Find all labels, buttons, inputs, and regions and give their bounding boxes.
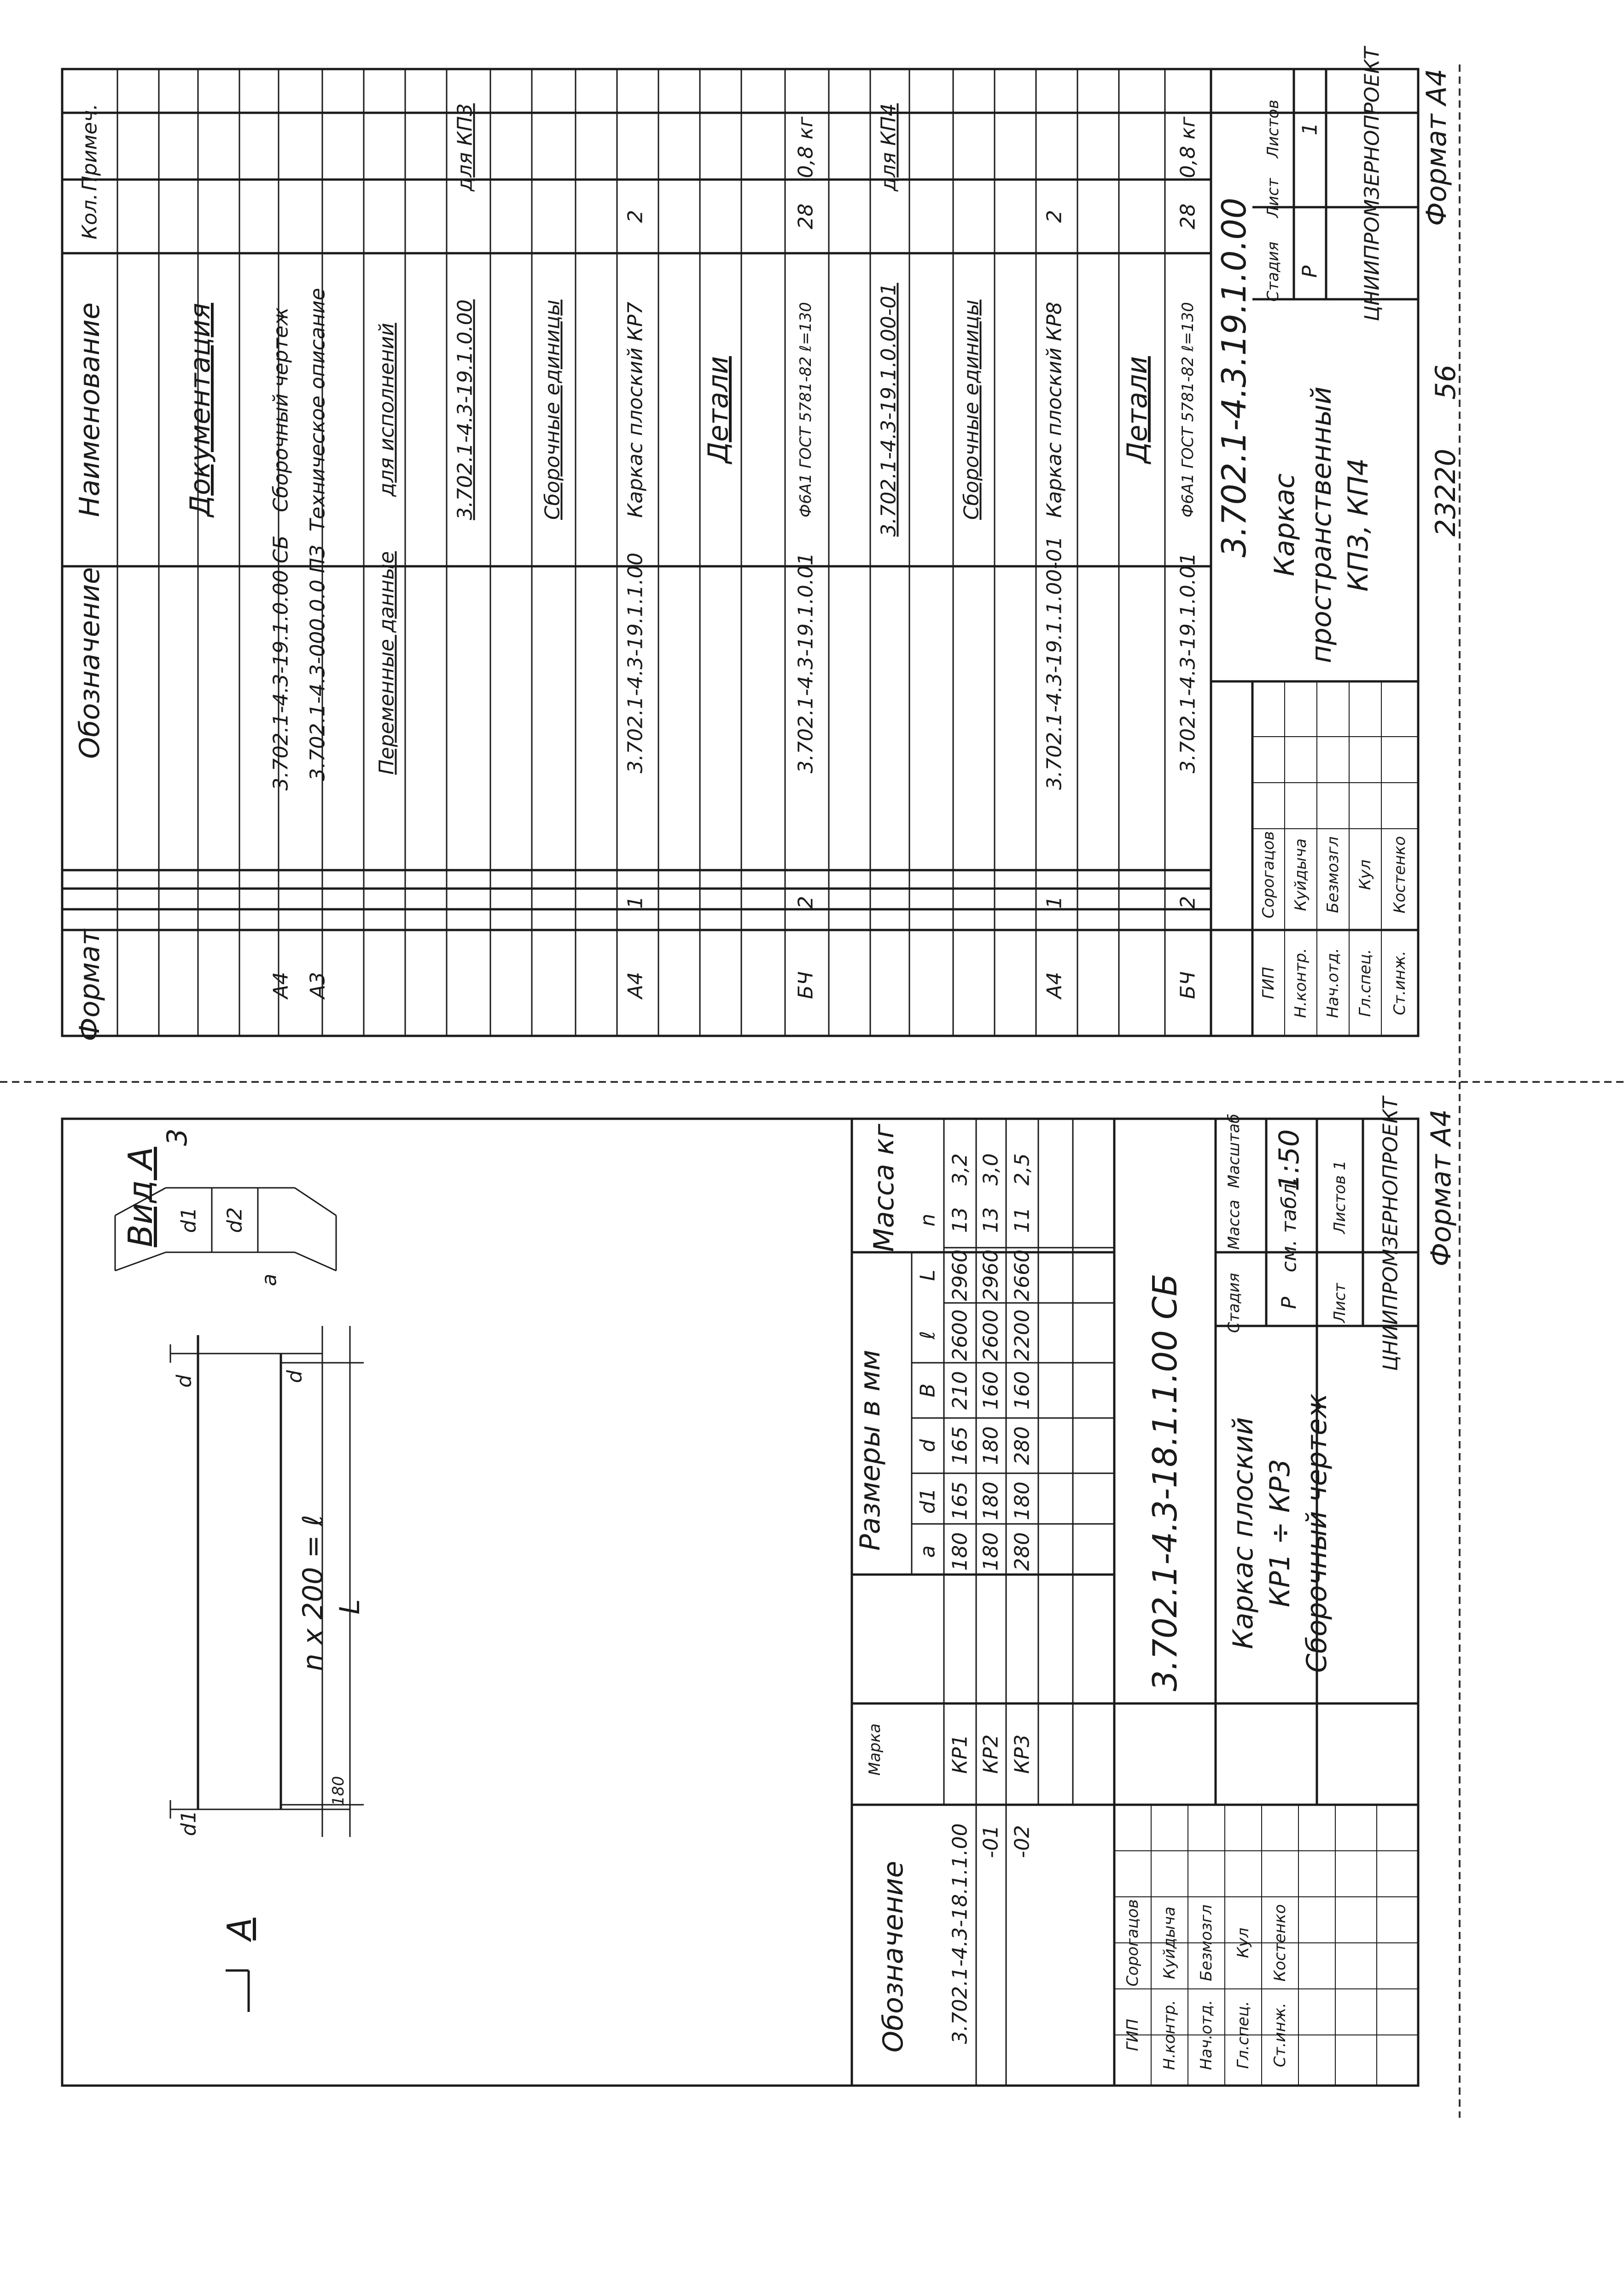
row-designation: 3.702.1-4.3-000.0.0 ПЗ (306, 545, 330, 781)
dim-n200: n x 200 = ℓ (297, 1515, 329, 1671)
stamp-stage-label: Стадия (1264, 241, 1282, 302)
sub-L: L (916, 1269, 940, 1281)
row-name: Техническое описание (306, 288, 330, 532)
section-label: A (220, 1918, 259, 1941)
row-fmt: А4 (1042, 971, 1066, 999)
cell-d1: 180 (1010, 1482, 1034, 1520)
cell-designation: 3.702.1-4.3-18.1.1.00 (948, 1823, 972, 2044)
row-pos: 2 (1176, 896, 1200, 909)
row-designation: Переменные данные (375, 551, 399, 775)
table-header-sizes: Размеры в мм (854, 1349, 886, 1551)
row-heading: Детали (1121, 356, 1153, 464)
stamp-stage: Р (1277, 1296, 1301, 1309)
archive-number: 23220 (1430, 448, 1462, 537)
cell-n: 13 (948, 1207, 972, 1233)
stamp-title-2: КР1 ÷ КР3 (1264, 1459, 1296, 1608)
stamp-title-3: Сборочный чертеж (1301, 1393, 1333, 1673)
cell-l: 2600 (948, 1309, 972, 1361)
row-name: 3.702.1-4.3-19.1.0.00-01 (877, 283, 901, 537)
stamp-stage: Р (1298, 265, 1322, 278)
stamp-sheets-label: Листов (1264, 99, 1282, 158)
cell-mark: КР1 (948, 1734, 972, 1774)
stamp-name: Сорогацов (1259, 831, 1278, 918)
header-format: Формат (74, 929, 106, 1041)
row-note: 0,8 кг (1176, 116, 1200, 178)
stamp-role: Ст.инж. (1391, 950, 1409, 1016)
sub-d1: d1 (916, 1488, 940, 1514)
stamp-name: Кул (1234, 1928, 1252, 1958)
stamp-title-3: КП3, КП4 (1342, 458, 1374, 592)
cell-mark: КР2 (979, 1734, 1003, 1774)
stamp-role: Ст.инж. (1271, 2002, 1289, 2068)
cell-mass: 2,5 (1010, 1153, 1034, 1186)
row-heading-docs: Документация (184, 302, 216, 517)
view-title: Вид А (121, 1146, 160, 1248)
row-qty: 28 (1176, 203, 1200, 229)
row-fmt: А4 (623, 971, 647, 999)
cell-L: 2960 (948, 1250, 972, 1301)
row-name: Ф6А1 ГОСТ 5781-82 ℓ=130 (1179, 302, 1197, 517)
row-pos: 1 (1042, 896, 1066, 909)
view-dim-d2: d2 (223, 1207, 247, 1233)
row-designation: 3.702.1-4.3-19.1.0.01 (794, 552, 818, 773)
row-heading: Сборочные единицы (541, 299, 565, 520)
stamp-role: ГИП (1259, 967, 1278, 999)
row-qty: 2 (1042, 210, 1066, 223)
format-label: Формат А4 (1425, 1109, 1457, 1267)
row-heading: Детали (702, 356, 734, 464)
row-name: Ф6А1 ГОСТ 5781-82 ℓ=130 (797, 302, 815, 517)
row-fmt: А3 (306, 971, 330, 999)
stamp-name: Безмозгл (1324, 836, 1342, 913)
row-designation: 3.702.1-4.3-19.1.1.00 (623, 552, 647, 773)
cell-d: 165 (948, 1426, 972, 1465)
stamp-title-2: пространственный (1305, 386, 1338, 663)
cell-designation: -01 (979, 1825, 1003, 1858)
row-qty: 2 (623, 210, 647, 223)
cell-designation: -02 (1010, 1825, 1034, 1858)
row-name: Каркас плоский КР8 (1042, 302, 1066, 518)
cell-mass: 3,0 (979, 1153, 1003, 1186)
dim-d-lower: d (283, 1370, 307, 1383)
stamp-name: Куйдыча (1292, 838, 1310, 911)
row-fmt: А4 (269, 971, 293, 999)
cell-a: 280 (1010, 1532, 1034, 1571)
sub-a: a (916, 1545, 940, 1558)
row-note: для КП3 (453, 103, 477, 192)
format-label: Формат А4 (1420, 69, 1453, 226)
cell-n: 11 (1010, 1207, 1034, 1233)
row-heading: Сборочные единицы (960, 299, 984, 520)
table-header-designation: Обозначение (877, 1860, 909, 2053)
stamp-role: Нач.отд. (1197, 1999, 1216, 2070)
dim-d: d (172, 1375, 196, 1388)
stamp-mass-label: Масса (1225, 1199, 1243, 1250)
stamp-title-1: Каркас (1269, 473, 1301, 576)
stamp-org: ЦНИИПРОМЗЕРНОПРОЕКТ (1360, 47, 1384, 321)
stamp-name: Костенко (1391, 836, 1409, 913)
view-dim-3: 3 (161, 1128, 193, 1146)
row-name: 3.702.1-4.3-19.1.0.00 (453, 299, 477, 520)
row-fmt: БЧ (1176, 971, 1200, 1000)
stamp-title-1: Каркас плоский (1227, 1417, 1259, 1650)
stamp-scale-label: Масштаб (1225, 1114, 1243, 1188)
cell-l: 2200 (1010, 1309, 1034, 1361)
stamp-doc-number: 3.702.1-4.3-18.1.1.00 СБ (1146, 1273, 1184, 1691)
cell-a: 180 (948, 1532, 972, 1571)
dim-d1: d1 (177, 1810, 201, 1836)
stamp-role: ГИП (1123, 2019, 1142, 2051)
row-note: для КП4 (877, 103, 901, 192)
row-fmt: БЧ (794, 971, 818, 1000)
stamp-doc-number: 3.702.1-4.3.19.1.0.00 (1215, 198, 1253, 558)
header-designation: Обозначение (74, 567, 106, 759)
row-pos: 2 (794, 896, 818, 909)
sub-n: n (916, 1214, 940, 1226)
row-pos: 1 (623, 896, 647, 909)
cell-B: 160 (979, 1371, 1003, 1410)
stamp-name: Костенко (1271, 1904, 1289, 1982)
row-note: 0,8 кг (794, 116, 818, 178)
stamp-role: Н.контр. (1160, 1999, 1179, 2070)
stamp-name: Кул (1356, 860, 1374, 890)
cell-d1: 180 (979, 1482, 1003, 1520)
cell-l: 2600 (979, 1309, 1003, 1361)
sub-d: d (916, 1439, 940, 1452)
header-note: Примеч. (78, 104, 102, 191)
dim-180: 180 (329, 1776, 348, 1806)
cell-n: 13 (979, 1207, 1003, 1233)
stamp-stage-label: Стадия (1225, 1273, 1243, 1333)
cell-mark: КР3 (1010, 1734, 1034, 1774)
cell-L: 2660 (1010, 1250, 1034, 1301)
cell-a: 180 (979, 1532, 1003, 1571)
sub-B: B (916, 1383, 940, 1398)
cell-B: 160 (1010, 1371, 1034, 1410)
view-dim-d1: d1 (177, 1207, 201, 1233)
row-designation: 3.702.1-4.3-19.1.0.01 (1176, 552, 1200, 773)
row-designation: 3.702.1-4.3-19.1.1.00-01 (1042, 536, 1066, 790)
dim-L: L (334, 1599, 366, 1615)
stamp-sheets: 1 (1298, 122, 1322, 135)
stamp-name: Куйдыча (1160, 1906, 1179, 1979)
stamp-scale: 1:50 (1273, 1129, 1305, 1191)
stamp-mass: см. табл. (1277, 1177, 1301, 1273)
cell-d: 180 (979, 1426, 1003, 1465)
cell-B: 210 (948, 1371, 972, 1410)
row-name: для исполнений (375, 323, 399, 497)
stamp-org: ЦНИИПРОМЗЕРНОПРОЕКТ (1379, 1097, 1403, 1371)
row-name: Сборочный чертеж (269, 307, 293, 512)
cell-d: 280 (1010, 1426, 1034, 1465)
header-qty: Кол. (78, 193, 102, 240)
cell-d1: 165 (948, 1482, 972, 1520)
cell-L: 2960 (979, 1250, 1003, 1301)
table-header-mark: Марка (866, 1723, 884, 1776)
header-name: Наименование (74, 302, 106, 517)
table-header-mass: Масса кг (868, 1123, 900, 1252)
view-dim-a: a (257, 1273, 281, 1286)
stamp-sheet-label: Лист (1331, 1283, 1349, 1323)
page-number: 56 (1430, 364, 1462, 400)
cell-mass: 3,2 (948, 1153, 972, 1186)
stamp-name: Сорогацов (1123, 1899, 1142, 1987)
stamp-role: Гл.спец. (1234, 2001, 1252, 2069)
sub-l: ℓ (916, 1331, 940, 1340)
stamp-sheet-label: Лист (1264, 178, 1282, 218)
stamp-name: Безмозгл (1197, 1904, 1216, 1982)
stamp-role: Н.контр. (1292, 947, 1310, 1018)
stamp-sheets-label: Листов 1 (1331, 1160, 1349, 1234)
row-name: Каркас плоский КР7 (623, 302, 647, 518)
row-qty: 28 (794, 203, 818, 229)
stamp-role: Нач.отд. (1324, 947, 1342, 1018)
row-designation: 3.702.1-4.3-19.1.0.00 СБ (269, 535, 293, 791)
stamp-role: Гл.спец. (1356, 949, 1374, 1017)
